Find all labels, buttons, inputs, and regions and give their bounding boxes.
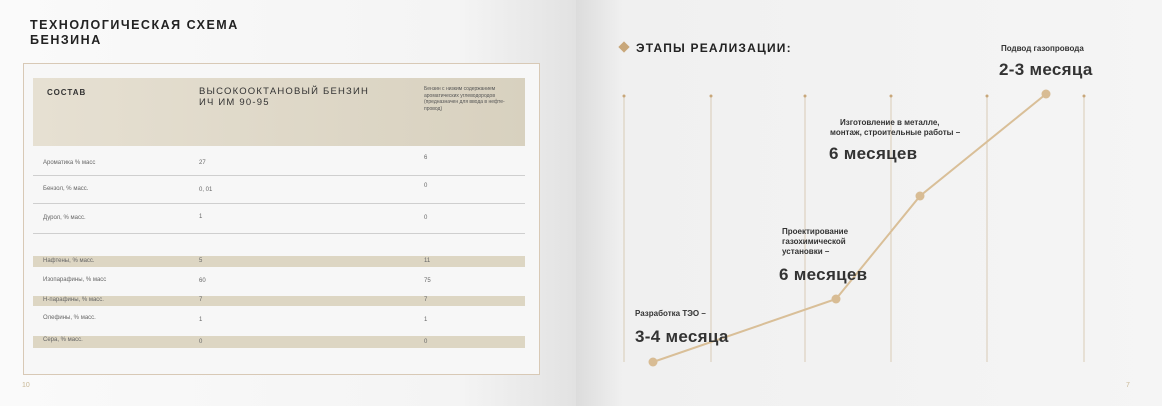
table-row: Олефины, % масс. 1 1 [43, 315, 428, 323]
timeline-point [649, 358, 658, 367]
stage-1-caption: Разработка ТЭО – [635, 309, 706, 318]
header-high-octane: ВЫСОКООКТАНОВЫЙ БЕНЗИН ИЧ ИМ 90-95 [199, 86, 370, 108]
stage-2-caption: Проектирование газохимической установки – [782, 227, 849, 256]
gridline-top-dot [710, 95, 713, 98]
table-row: Изопарафины, % масс 60 75 [43, 277, 431, 284]
table-row: Бензол, % масс. 0, 01 0 [33, 180, 525, 204]
header-composition: СОСТАВ [47, 88, 87, 97]
stage-1-duration: 3-4 месяца [635, 327, 729, 346]
stages-title: ЭТАПЫ РЕАЛИЗАЦИИ: [636, 41, 792, 55]
gridline-top-dot [986, 95, 989, 98]
stage-3-duration: 6 месяцев [829, 144, 918, 163]
stage-4-caption: Подвод газопровода [1001, 44, 1084, 53]
header-low-aromatic: Бензин с низким содержанием ароматических углеводородов (предназначен для ввода в нефте-провод) [424, 86, 505, 112]
gridline-top-dot [890, 95, 893, 98]
stage-3-caption: Изготовление в металле, монтаж, строительные работы – [830, 118, 961, 137]
table-row: Нафтены, % масс. 5 11 [33, 256, 525, 267]
left-page-title: ТЕХНОЛОГИЧЕСКАЯ СХЕМА БЕНЗИНА [30, 18, 239, 47]
table-row: Дурол, % масс. 1 0 [33, 208, 525, 234]
gridline-top-dot [804, 95, 807, 98]
page-number-left: 10 [22, 382, 30, 389]
table-row: Сера, % масс. 0 0 [33, 336, 525, 348]
timeline-point [1042, 90, 1051, 99]
timeline-point [832, 295, 841, 304]
page-number-right: 7 [1126, 382, 1130, 389]
timeline-point [916, 192, 925, 201]
gridline-top-dot [1083, 95, 1086, 98]
stage-4-duration: 2-3 месяца [999, 60, 1093, 79]
table-row: Ароматика % масс 27 6 [33, 153, 525, 176]
table-row: Н-парафины, % масс. 7 7 [33, 296, 525, 306]
stage-2-duration: 6 месяцев [779, 265, 868, 284]
gridline-top-dot [623, 95, 626, 98]
